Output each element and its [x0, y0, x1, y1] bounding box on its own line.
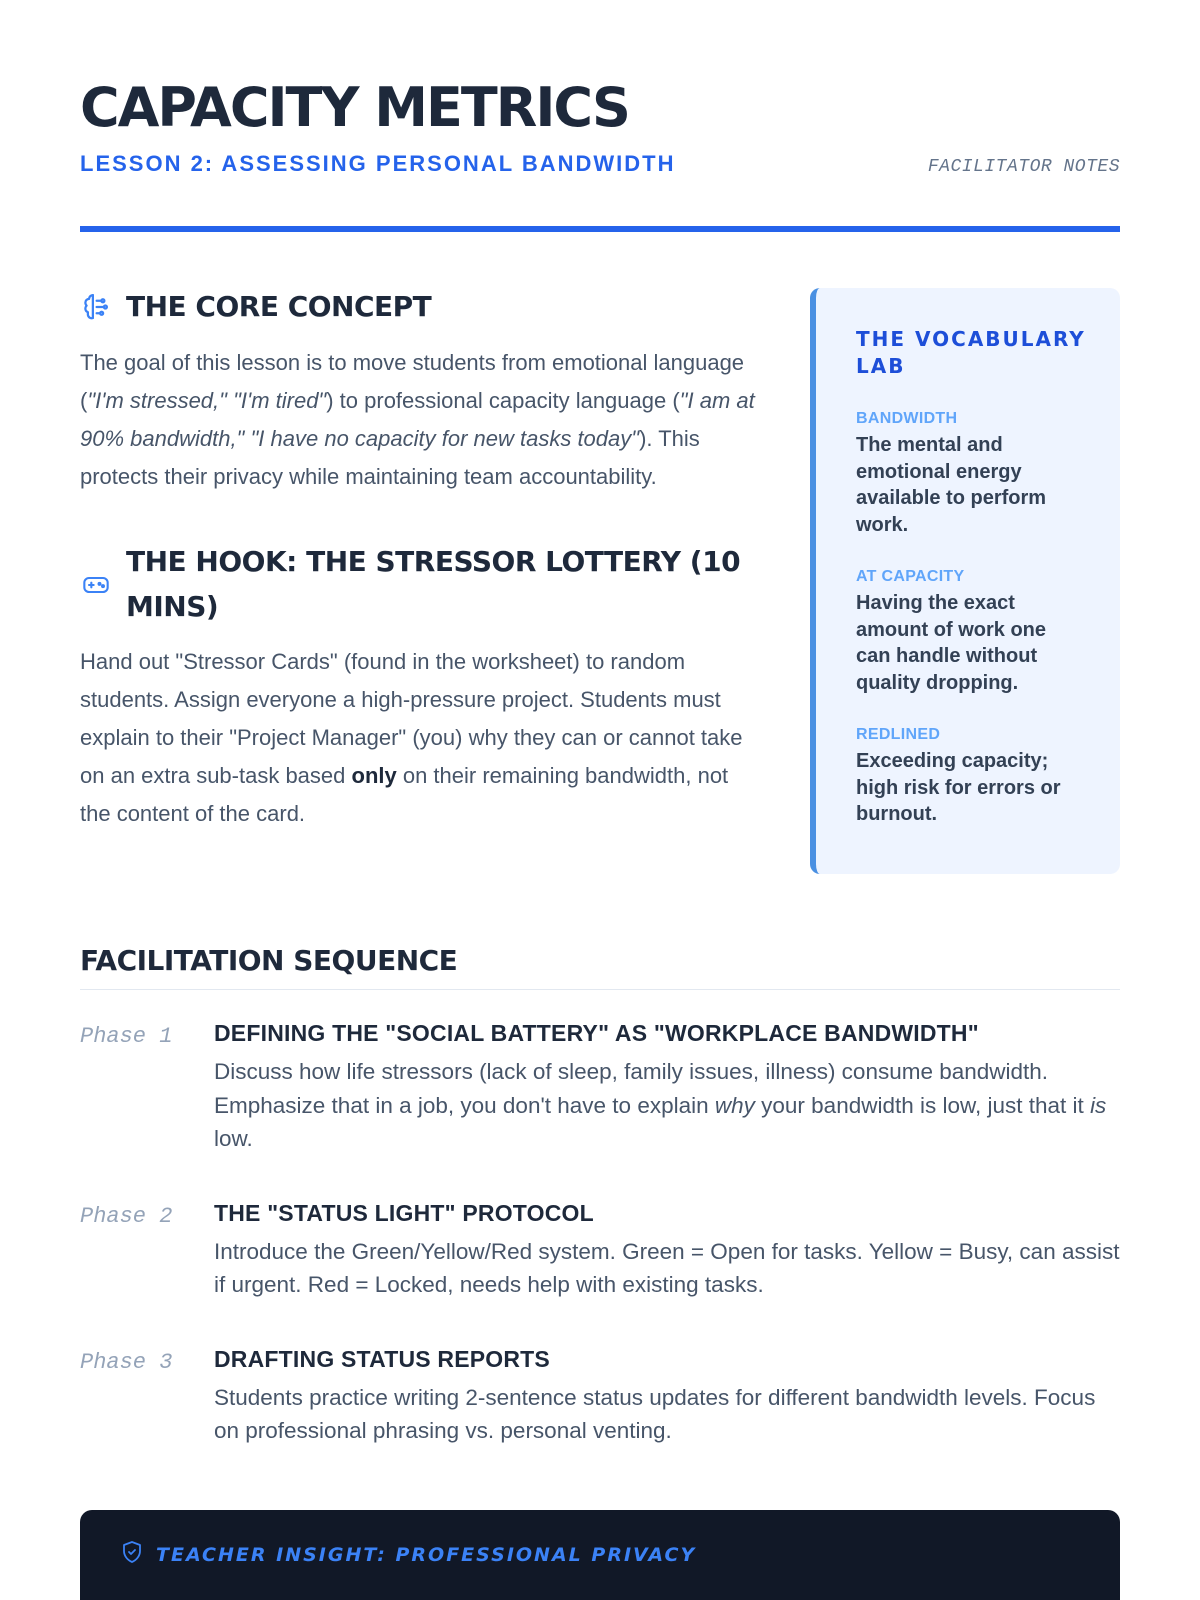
phase-description [214, 1055, 1120, 1156]
hook-title: THE HOOK: THE STRESSOR LOTTERY (10 MINS) [126, 544, 741, 623]
hook-header [80, 540, 760, 630]
teacher-insight-panel [80, 1510, 1120, 1600]
phase-body [214, 1020, 1120, 1156]
phase-item [80, 1200, 1120, 1302]
phase-text-part: your bandwidth is low, just that it [754, 1092, 1091, 1118]
phase-text-part: low. [214, 1126, 253, 1151]
hook-text-part: Hand out "Stressor Cards" (found in the worksheet) to random students. Assign everyone a high-pressure project. Students must explain to their "Project Manager" (you) why they can or cannot take on an extra sub-task based [80, 649, 743, 789]
vocabulary-lab-panel [810, 288, 1120, 874]
hook-text [80, 643, 760, 833]
gamepad-icon [80, 569, 112, 601]
phase-title: DRAFTING STATUS REPORTS [214, 1345, 550, 1372]
core-text-part: The goal of this lesson is to move students from emotional language ( [80, 349, 745, 413]
core-concept-section [80, 285, 760, 496]
core-concept-header [80, 285, 760, 330]
phase-description: Students practice writing 2-sentence status updates for different bandwidth levels. Focus on professional phrasing vs. personal venting. [214, 1384, 1096, 1443]
phase-body [214, 1200, 1120, 1302]
phase-item [80, 1020, 1120, 1156]
vocab-term [856, 410, 1086, 538]
phase-emphasis: why [714, 1092, 755, 1118]
page-header [80, 76, 1120, 177]
emotional-language-example: "I'm stressed," "I'm tired" [87, 387, 327, 413]
brain-icon [80, 291, 112, 323]
phase-label: Phase 2 [80, 1203, 173, 1229]
facilitator-notes-label: FACILITATOR NOTES [927, 156, 1120, 177]
vocabulary-lab-title: THE VOCABULARY LAB [856, 327, 1086, 378]
phase-title: DEFINING THE "SOCIAL BATTERY" AS "WORKPLACE BANDWIDTH" [214, 1020, 979, 1046]
main-column [80, 285, 760, 833]
facilitation-sequence-section [80, 944, 1120, 1448]
shield-icon [120, 1540, 144, 1569]
phase-label: Phase 3 [80, 1349, 173, 1375]
vocab-term-definition: The mental and emotional energy available to perform work. [856, 434, 1047, 536]
lesson-subtitle: LESSON 2: ASSESSING PERSONAL BANDWIDTH [80, 150, 676, 176]
professional-language-example: "I am at 90% bandwidth," "I have no capacity for new tasks today" [80, 387, 755, 451]
header-divider [80, 226, 1120, 232]
core-text-part: ). This protects their privacy while maintaining team accountability. [80, 425, 700, 489]
phase-item [80, 1346, 1120, 1448]
core-concept-text [80, 344, 760, 496]
vocab-term [856, 726, 1086, 828]
phase-description: Introduce the Green/Yellow/Red system. Green = Open for tasks. Yellow = Busy, can assist if urgent. Red = Locked, needs help with existing tasks. [214, 1238, 1120, 1297]
vocab-term-definition: Exceeding capacity; high risk for errors or burnout. [856, 750, 1061, 825]
teacher-insight-header [120, 1540, 1080, 1569]
phase-label: Phase 1 [80, 1024, 173, 1049]
page-title: CAPACITY METRICS [80, 76, 629, 139]
vocab-term-name: REDLINED [856, 726, 941, 743]
hook-text-part: on their remaining bandwidth, not the content of the card. [80, 763, 729, 827]
vocab-term [856, 568, 1086, 696]
hook-section [80, 540, 760, 834]
subtitle-row [80, 151, 1120, 177]
vocab-term-name: BANDWIDTH [856, 410, 958, 427]
phase-text-part: Discuss how life stressors (lack of sleep, family issues, illness) consume bandwidth. Emphasize that in a job, you don't have to explain [214, 1059, 1049, 1118]
phase-emphasis: is [1090, 1092, 1107, 1118]
core-concept-title: THE CORE CONCEPT [126, 290, 432, 323]
hook-emphasis: only [351, 763, 397, 789]
vocab-term-name: AT CAPACITY [856, 568, 965, 585]
phase-title: THE "STATUS LIGHT" PROTOCOL [214, 1199, 594, 1226]
core-text-part: ) to professional capacity language ( [326, 387, 680, 413]
teacher-insight-title: TEACHER INSIGHT: PROFESSIONAL PRIVACY [156, 1543, 697, 1566]
vocab-term-definition: Having the exact amount of work one can handle without quality dropping. [856, 592, 1046, 694]
facilitation-sequence-title: FACILITATION SEQUENCE [80, 944, 1120, 990]
phase-body [214, 1346, 1120, 1448]
